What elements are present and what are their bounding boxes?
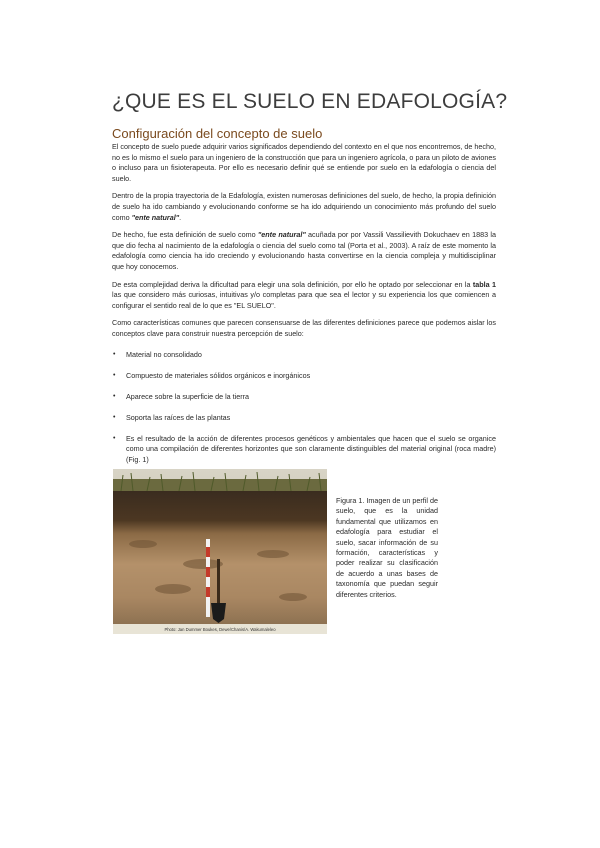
photo-credit: Photo: Jan Dummer Boukes, Dewe/Chanis/A. Wakumaleleo bbox=[164, 627, 276, 632]
list-item-text: Soporta las raíces de las plantas bbox=[126, 412, 231, 422]
paragraph-3-end: acuñada por por Vassili Vassilievith Dokuchaev en 1883 la que dio fecha al nacimiento de la edafología o ciencia del suelo como tal (Porta et al., 2003). A raíz de este momento la edafología como ciencia ha ido creciendo y evolucionando hasta convertirse en la ciencia compleja y multidisciplinar que hoy conocemos. bbox=[112, 230, 496, 271]
paragraph-2 bbox=[112, 191, 496, 223]
body-text bbox=[112, 142, 496, 476]
paragraph-4 bbox=[112, 280, 496, 312]
table-reference: tabla 1 bbox=[472, 279, 496, 289]
key-concepts-list bbox=[112, 350, 496, 466]
paragraph-4-end: las que considero más curiosas, intuitivas y/o completas para que sea el lector y su experiencia los que comiencen a configurar el sentido real de lo que es "EL SUELO". bbox=[112, 290, 496, 310]
list-item bbox=[112, 392, 496, 403]
paragraph-3-emphasis: "ente natural" bbox=[257, 230, 306, 240]
list-item bbox=[112, 350, 496, 361]
paragraph-5: Como características comunes que parecen consensuarse de las diferentes definiciones parece que podemos aislar los conceptos clave para construir nuestra percepción de suelo: bbox=[112, 318, 496, 338]
paragraph-2-emphasis: "ente natural" bbox=[131, 212, 180, 222]
bullet-icon: • bbox=[113, 371, 116, 379]
list-item-text: Material no consolidado bbox=[126, 349, 202, 359]
list-item bbox=[112, 413, 496, 424]
paragraph-4-text: De esta complejidad deriva la dificultad para elegir una sola definición, por ello he optado por seleccionar en la bbox=[112, 279, 473, 289]
bullet-icon: • bbox=[113, 434, 116, 442]
bullet-icon: • bbox=[113, 413, 116, 421]
list-item-text: Es el resultado de la acción de diferentes procesos genéticos y ambientales que hacen que el suelo se organice como una compilación de diferentes horizontes que son claramente distinguibles del material original (roca madre) (Fig. 1) bbox=[126, 433, 496, 465]
paragraph-1: El concepto de suelo puede adquirir varios significados dependiendo del contexto en el que nos encontremos, de hecho, no es lo mismo el suelo para un ingeniero de la construcción que para un ingeniero agrícola, o para un piloto de aviones o incluso para un fisioterapeuta. Por ello es necesario definir qué se entiende por suelo en la edafología o ciencia del suelo. bbox=[112, 142, 496, 183]
list-item bbox=[112, 371, 496, 382]
list-item-text: Aparece sobre la superficie de la tierra bbox=[126, 391, 250, 401]
paragraph-2-text: Dentro de la propia trayectoria de la Edafología, existen numerosas definiciones del suelo, de hecho, la propia definición de suelo ha ido cambiando y evolucionando conforme se ha ido adquiriendo un conocimiento más profundo del suelo como bbox=[112, 191, 496, 222]
list-item bbox=[112, 434, 496, 466]
figure-caption: Figura 1. Imagen de un perfil de suelo, que es la unidad fundamental que utilizamos en edafología para estudiar el suelo, sacar información de su formación, características y poder realizar su clasificación de acuerdo a unas bases de taxonomía que puedan seguir diferentes criterios. bbox=[336, 496, 438, 599]
soil-profile-figure bbox=[113, 469, 327, 634]
section-subtitle: Configuración del concepto de suelo bbox=[112, 126, 323, 141]
bullet-icon: • bbox=[113, 392, 116, 400]
list-item-text: Compuesto de materiales sólidos orgánicos e inorgánicos bbox=[126, 370, 311, 380]
paragraph-2-end: . bbox=[179, 212, 182, 222]
bullet-icon: • bbox=[113, 350, 116, 358]
paragraph-3-text: De hecho, fue esta definición de suelo como bbox=[112, 230, 258, 240]
soil-profile-image bbox=[113, 469, 327, 634]
paragraph-3 bbox=[112, 230, 496, 272]
page-title: ¿QUE ES EL SUELO EN EDAFOLOGÍA? bbox=[112, 90, 508, 113]
